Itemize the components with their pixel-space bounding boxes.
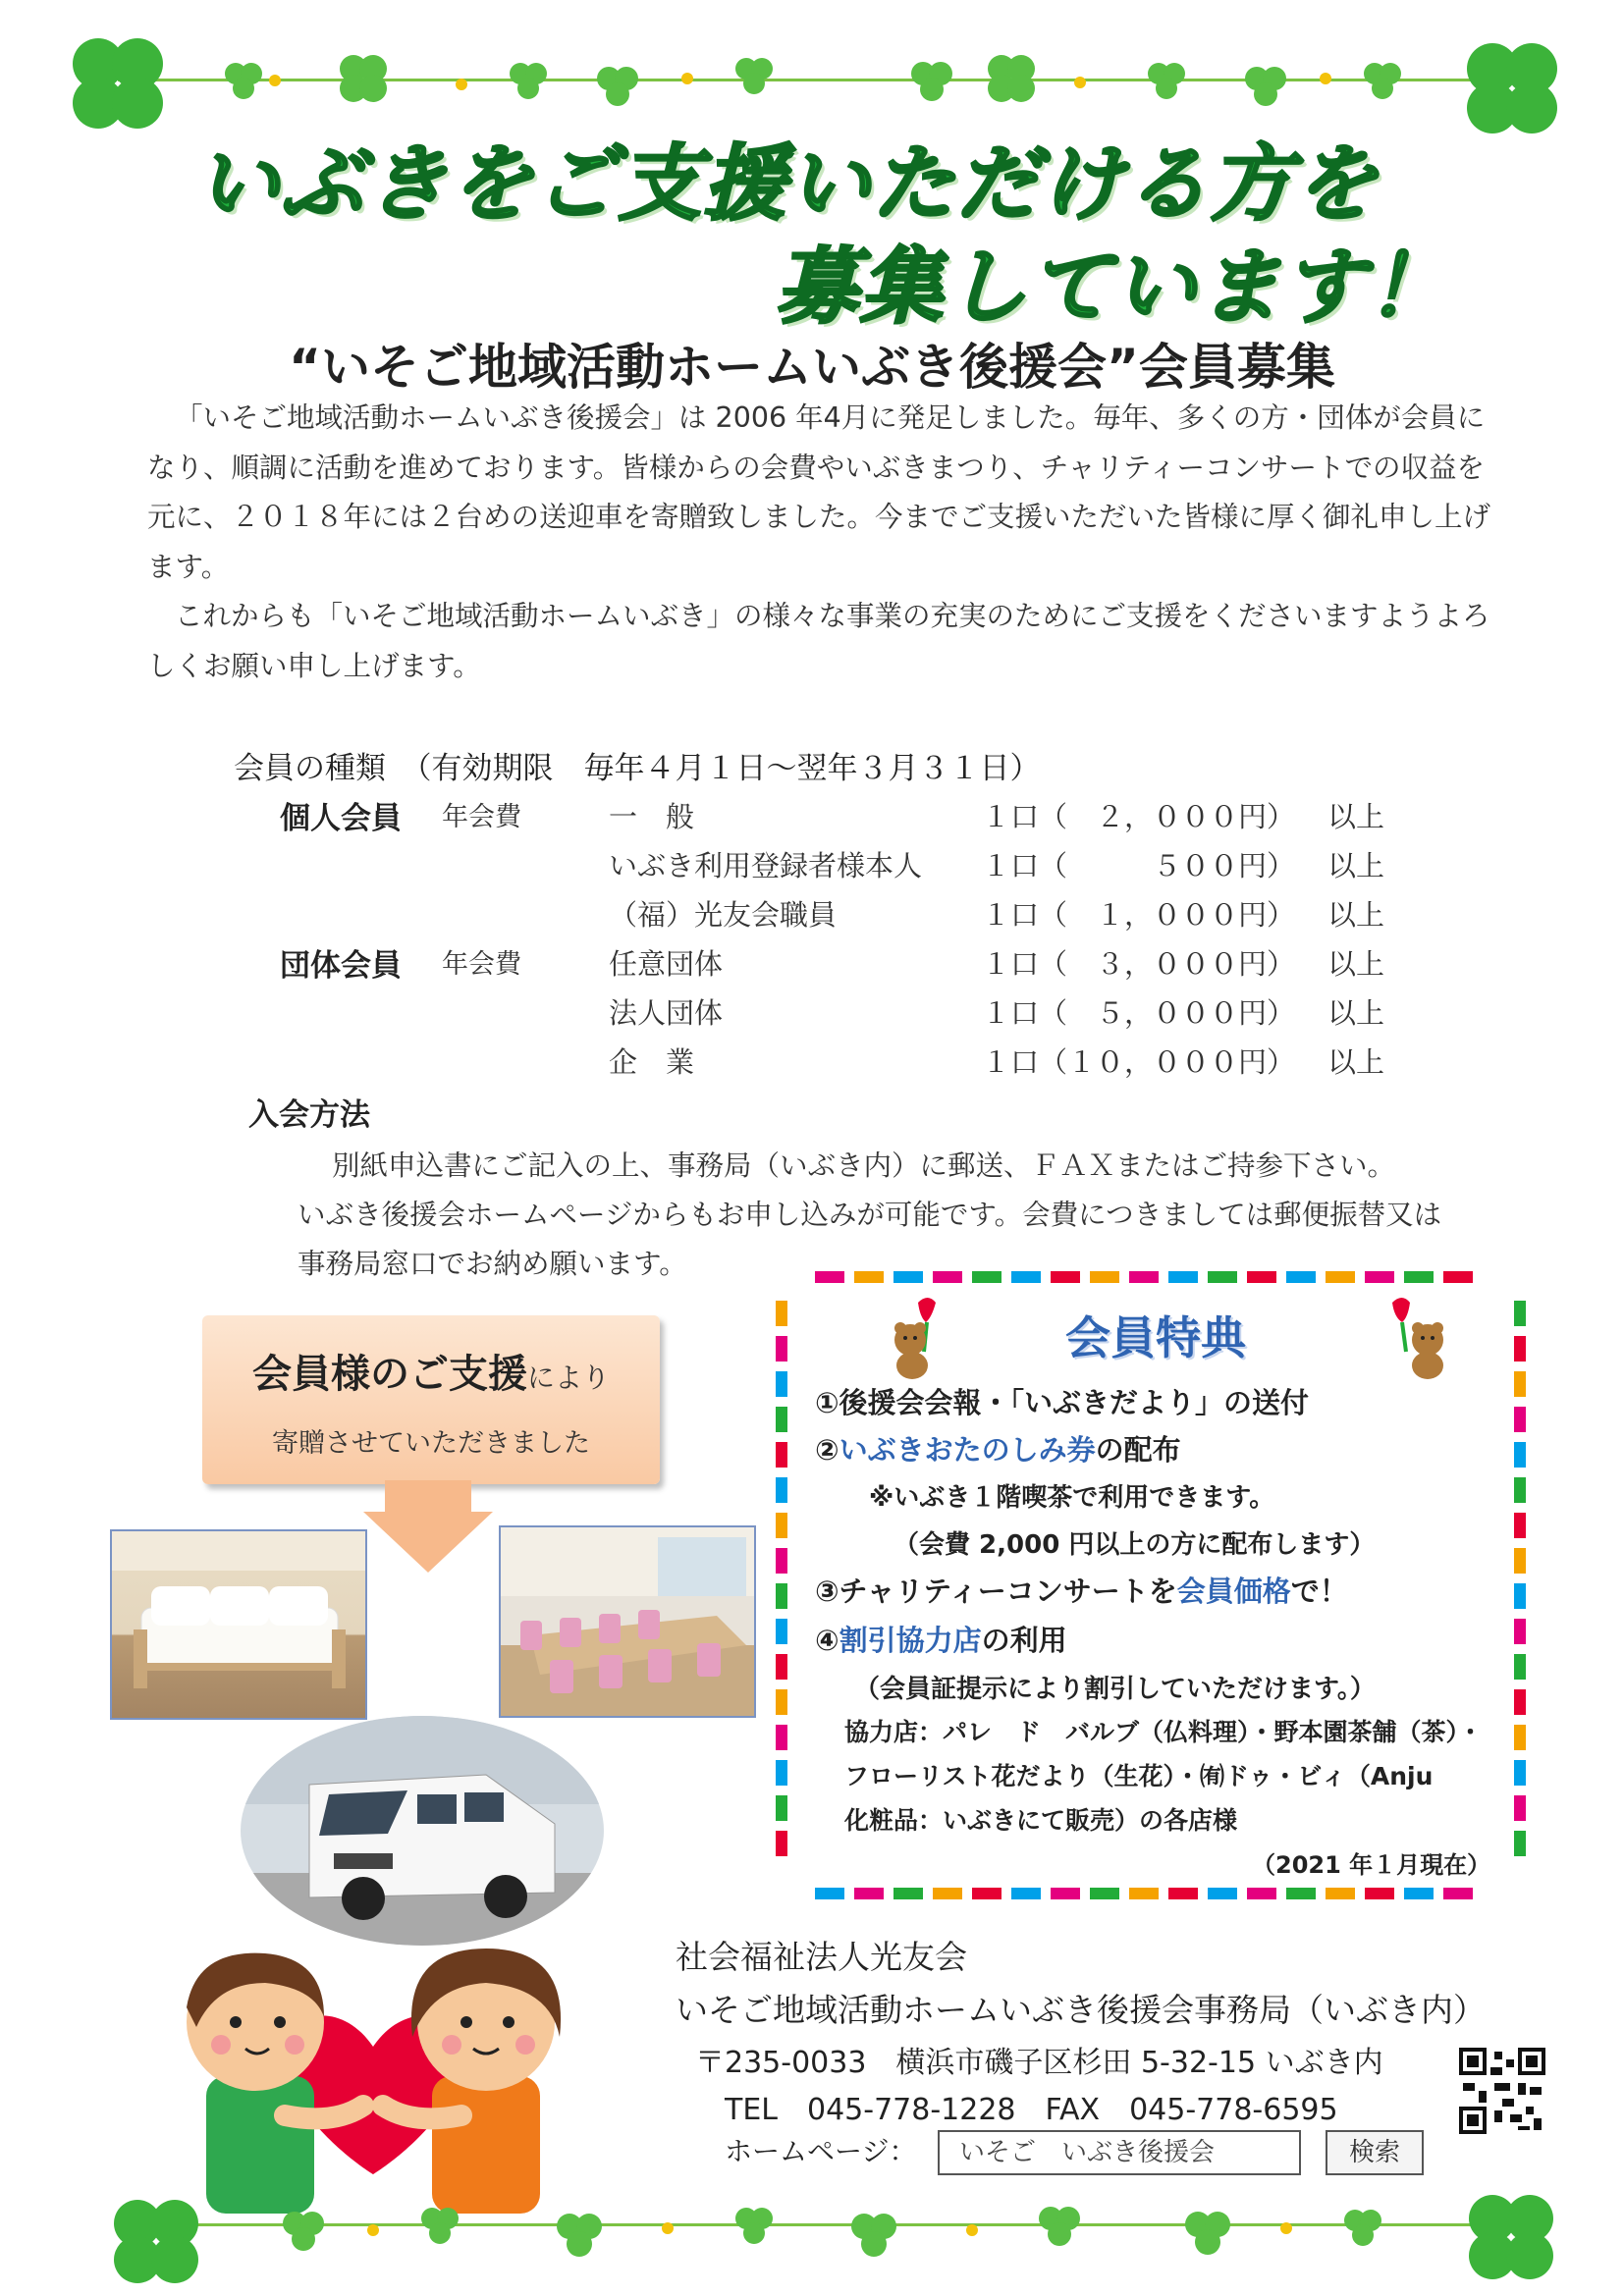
membership-heading: 会員の種類 （有効期限 毎年４月１日～翌年３月３１日） bbox=[234, 751, 1041, 786]
benefits-title: 会員特典 bbox=[1065, 1311, 1246, 1364]
partner-shops-line-2: フローリスト花だより（生花）・㈲ドゥ・ビィ（Anju bbox=[844, 1762, 1434, 1790]
sofa-photo bbox=[110, 1529, 367, 1720]
partner-shops-line-1: 協力店：パレ ド バルブ（仏料理）・野本園茶舗（茶）・ bbox=[844, 1718, 1484, 1746]
support-title-suffix: により bbox=[526, 1362, 610, 1394]
membership-group-individual: 個人会員 bbox=[280, 801, 402, 836]
benefit-item-4-number: ④ bbox=[815, 1624, 839, 1657]
join-line-3: 事務局窓口でお納め願います。 bbox=[298, 1248, 687, 1280]
member-fee: １口（ ２，０００円） bbox=[982, 800, 1296, 833]
member-type: 法人団体 bbox=[609, 996, 724, 1030]
office-name: いそご地域活動ホームいぶき後援会事務局（いぶき内） bbox=[676, 1991, 1486, 2029]
member-fee-suffix: 以上 bbox=[1327, 898, 1385, 932]
benefit-item-2-highlight: いぶきおたのしみ券 bbox=[839, 1433, 1096, 1467]
member-fee-suffix: 以上 bbox=[1327, 1045, 1385, 1079]
benefit-item-2 bbox=[815, 1428, 1181, 1468]
benefit-item-3-end: で！ bbox=[1290, 1575, 1348, 1608]
benefit-item-2-rest: の配布 bbox=[1095, 1433, 1181, 1467]
support-title: 会員様のご支援 bbox=[251, 1352, 527, 1397]
page-subtitle: “いそご地域活動ホームいぶき後援会”会員募集 bbox=[289, 339, 1335, 396]
member-type: 企 業 bbox=[609, 1045, 695, 1079]
van-photo bbox=[241, 1716, 604, 1946]
intro-paragraph-2: これからも「いそご地域活動ホームいぶき」の様々な事業の充実のためにご支援をくださいますようよろしくお願い申し上げます。 bbox=[147, 600, 1490, 682]
member-type: 一 般 bbox=[609, 800, 695, 833]
member-fee-suffix: 以上 bbox=[1327, 947, 1385, 981]
member-type: （福）光友会職員 bbox=[609, 898, 838, 932]
member-fee-suffix: 以上 bbox=[1327, 800, 1385, 833]
fee-label-organization: 年会費 bbox=[442, 949, 521, 980]
member-fee: １口（ １，０００円） bbox=[982, 898, 1296, 932]
title-line-2: 募集しています！ bbox=[776, 239, 1452, 335]
benefit-item-4-note: （会員証提示により割引していただけます。） bbox=[854, 1675, 1376, 1704]
member-fee: １口（ ５００円） bbox=[982, 849, 1296, 882]
benefits-box bbox=[776, 1271, 1532, 1899]
benefit-item-3 bbox=[815, 1570, 1348, 1610]
membership-group-organization: 団体会員 bbox=[280, 948, 402, 984]
join-line-1: 別紙申込書にご記入の上、事務局（いぶき内）に郵送、ＦＡＸまたはご持参下さい。 bbox=[332, 1149, 1396, 1182]
benefit-item-3-text: ③チャリティーコンサートを bbox=[815, 1575, 1177, 1608]
support-callout bbox=[202, 1315, 660, 1484]
bear-tulip-icon bbox=[1384, 1293, 1453, 1381]
support-subtitle: 寄贈させていただきました bbox=[272, 1428, 590, 1459]
benefit-item-2-note-2: （会費 2,000 円以上の方に配布します） bbox=[893, 1530, 1376, 1560]
arrow-down-shaft bbox=[385, 1480, 471, 1514]
search-button[interactable]: 検索 bbox=[1326, 2130, 1424, 2175]
phone-fax: TEL 045-778-1228 FAX 045-778-6595 bbox=[725, 2093, 1338, 2127]
fee-label-individual: 年会費 bbox=[442, 802, 521, 832]
organization-name: 社会福祉法人光友会 bbox=[676, 1938, 967, 1976]
bear-tulip-icon bbox=[889, 1293, 957, 1381]
benefit-item-4-rest: の利用 bbox=[981, 1624, 1067, 1657]
homepage-label: ホームページ： bbox=[725, 2135, 917, 2167]
partner-shops-line-3: 化粧品：いぶきにて販売）の各店様 bbox=[844, 1806, 1238, 1835]
benefit-item-2-note-1: ※いぶき１階喫茶で利用できます。 bbox=[869, 1483, 1275, 1513]
benefit-item-3-highlight: 会員価格 bbox=[1176, 1575, 1291, 1608]
benefits-date: （2021 年１月現在） bbox=[1252, 1851, 1491, 1879]
kids-heart-illustration bbox=[137, 1929, 609, 2214]
address: 〒235-0033 横浜市磯子区杉田 5-32-15 いぶき内 bbox=[695, 2046, 1383, 2080]
qr-code-icon bbox=[1459, 2048, 1545, 2134]
join-heading: 入会方法 bbox=[248, 1097, 370, 1133]
member-fee-suffix: 以上 bbox=[1327, 996, 1385, 1030]
member-fee: １口（ ５，０００円） bbox=[982, 996, 1296, 1030]
intro-paragraph-1: 「いそご地域活動ホームいぶき後援会」は 2006 年4月に発足しました。毎年、多くの方・団体が会員になり、順調に活動を進めております。皆様からの会費やいぶきまつり、チャリティーコンサートでの収益を元に、２０１８年には２台めの送迎車を寄贈致しました。今までご支援いただいた皆様に厚く御礼申し上げます。 bbox=[147, 401, 1491, 583]
dining-room-photo bbox=[499, 1525, 756, 1718]
member-type: 任意団体 bbox=[609, 947, 724, 981]
bottom-clover-decoration bbox=[59, 2179, 1571, 2287]
member-fee: １口（ ３，０００円） bbox=[982, 947, 1296, 981]
arrow-down-icon bbox=[363, 1512, 493, 1573]
title-line-1: いぶきをご支援いただける方を bbox=[196, 135, 1380, 232]
benefit-item-1: ①後援会会報・「いぶきだより」の送付 bbox=[815, 1386, 1310, 1419]
join-line-2: いぶき後援会ホームページからもお申し込みが可能です。会費につきましては郵便振替又は bbox=[298, 1199, 1442, 1231]
member-type: いぶき利用登録者様本人 bbox=[609, 849, 923, 882]
search-input[interactable]: いそご いぶき後援会 bbox=[938, 2130, 1301, 2175]
benefit-item-4 bbox=[815, 1619, 1067, 1659]
benefit-item-4-highlight: 割引協力店 bbox=[839, 1624, 982, 1657]
member-fee: １口（１０，０００円） bbox=[982, 1045, 1296, 1079]
benefit-item-2-number: ② bbox=[815, 1433, 839, 1467]
member-fee-suffix: 以上 bbox=[1327, 849, 1385, 882]
